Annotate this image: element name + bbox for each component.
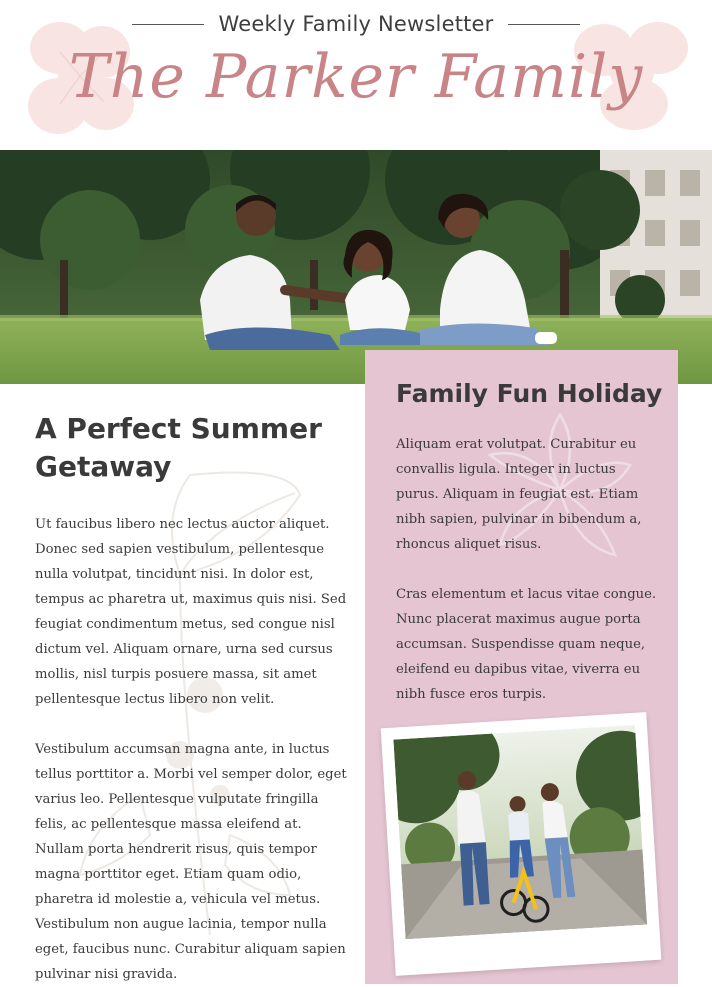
- left-article-title: A Perfect Summer Getaway: [35, 412, 322, 483]
- right-article-title: Family Fun Holiday: [396, 379, 663, 408]
- newsletter-header: [0, 0, 712, 150]
- right-article-paragraph-2: Cras elementum et lacus vitae congue. Nunc placerat maximus augue porta accumsan. Suspendisse quam neque, eleifend eu dapibus vitae, viverra eu nibh fusce eros turpis.: [396, 587, 657, 702]
- newsletter-kicker: Weekly Family Newsletter: [218, 12, 494, 36]
- right-article: [396, 376, 663, 707]
- kicker-line-right: [508, 24, 580, 25]
- left-article: [35, 410, 350, 987]
- left-article-paragraph-1: Ut faucibus libero nec lectus auctor aliquet. Donec sed sapien vestibulum, pellentesque nulla volutpat, tincidunt nisi. In dolor est, tempus ac pharetra ut, maximus quis nisi. Sed feugiat condimentum metus, sed congue nisl dictum vel. Aliquam ornare, urna sed cursus mollis, nisl turpis posuere massa, sit amet pellentesque lectus libero non velit.: [35, 517, 347, 707]
- left-article-paragraph-2: Vestibulum accumsan magna ante, in luctus tellus porttitor a. Morbi vel semper dolor, eget varius leo. Pellentesque vulputate fringilla felis, ac pellentesque massa eleifend at. Nullam porta hendrerit risus, quis tempor magna porttitor eget. Etiam quam odio, pharetra id molestie a, vehicula vel metus. Vestibulum non augue lacinia, tempor nulla eget, faucibus nunc. Curabitur aliquam sapien pulvinar nisi gravida.: [35, 742, 347, 982]
- kicker-line-left: [132, 24, 204, 25]
- polaroid-photo-frame: [381, 712, 662, 976]
- right-article-paragraph-1: Aliquam erat volutpat. Curabitur eu convallis ligula. Integer in luctus purus. Aliquam in feugiat est. Etiam nibh sapien, pulvinar in bibendum a, rhoncus aliquet risus.: [396, 437, 642, 552]
- polaroid-photo: [393, 725, 647, 939]
- family-title: The Parker Family: [68, 42, 644, 112]
- hero-photo: [0, 150, 712, 384]
- kicker-row: [0, 10, 712, 38]
